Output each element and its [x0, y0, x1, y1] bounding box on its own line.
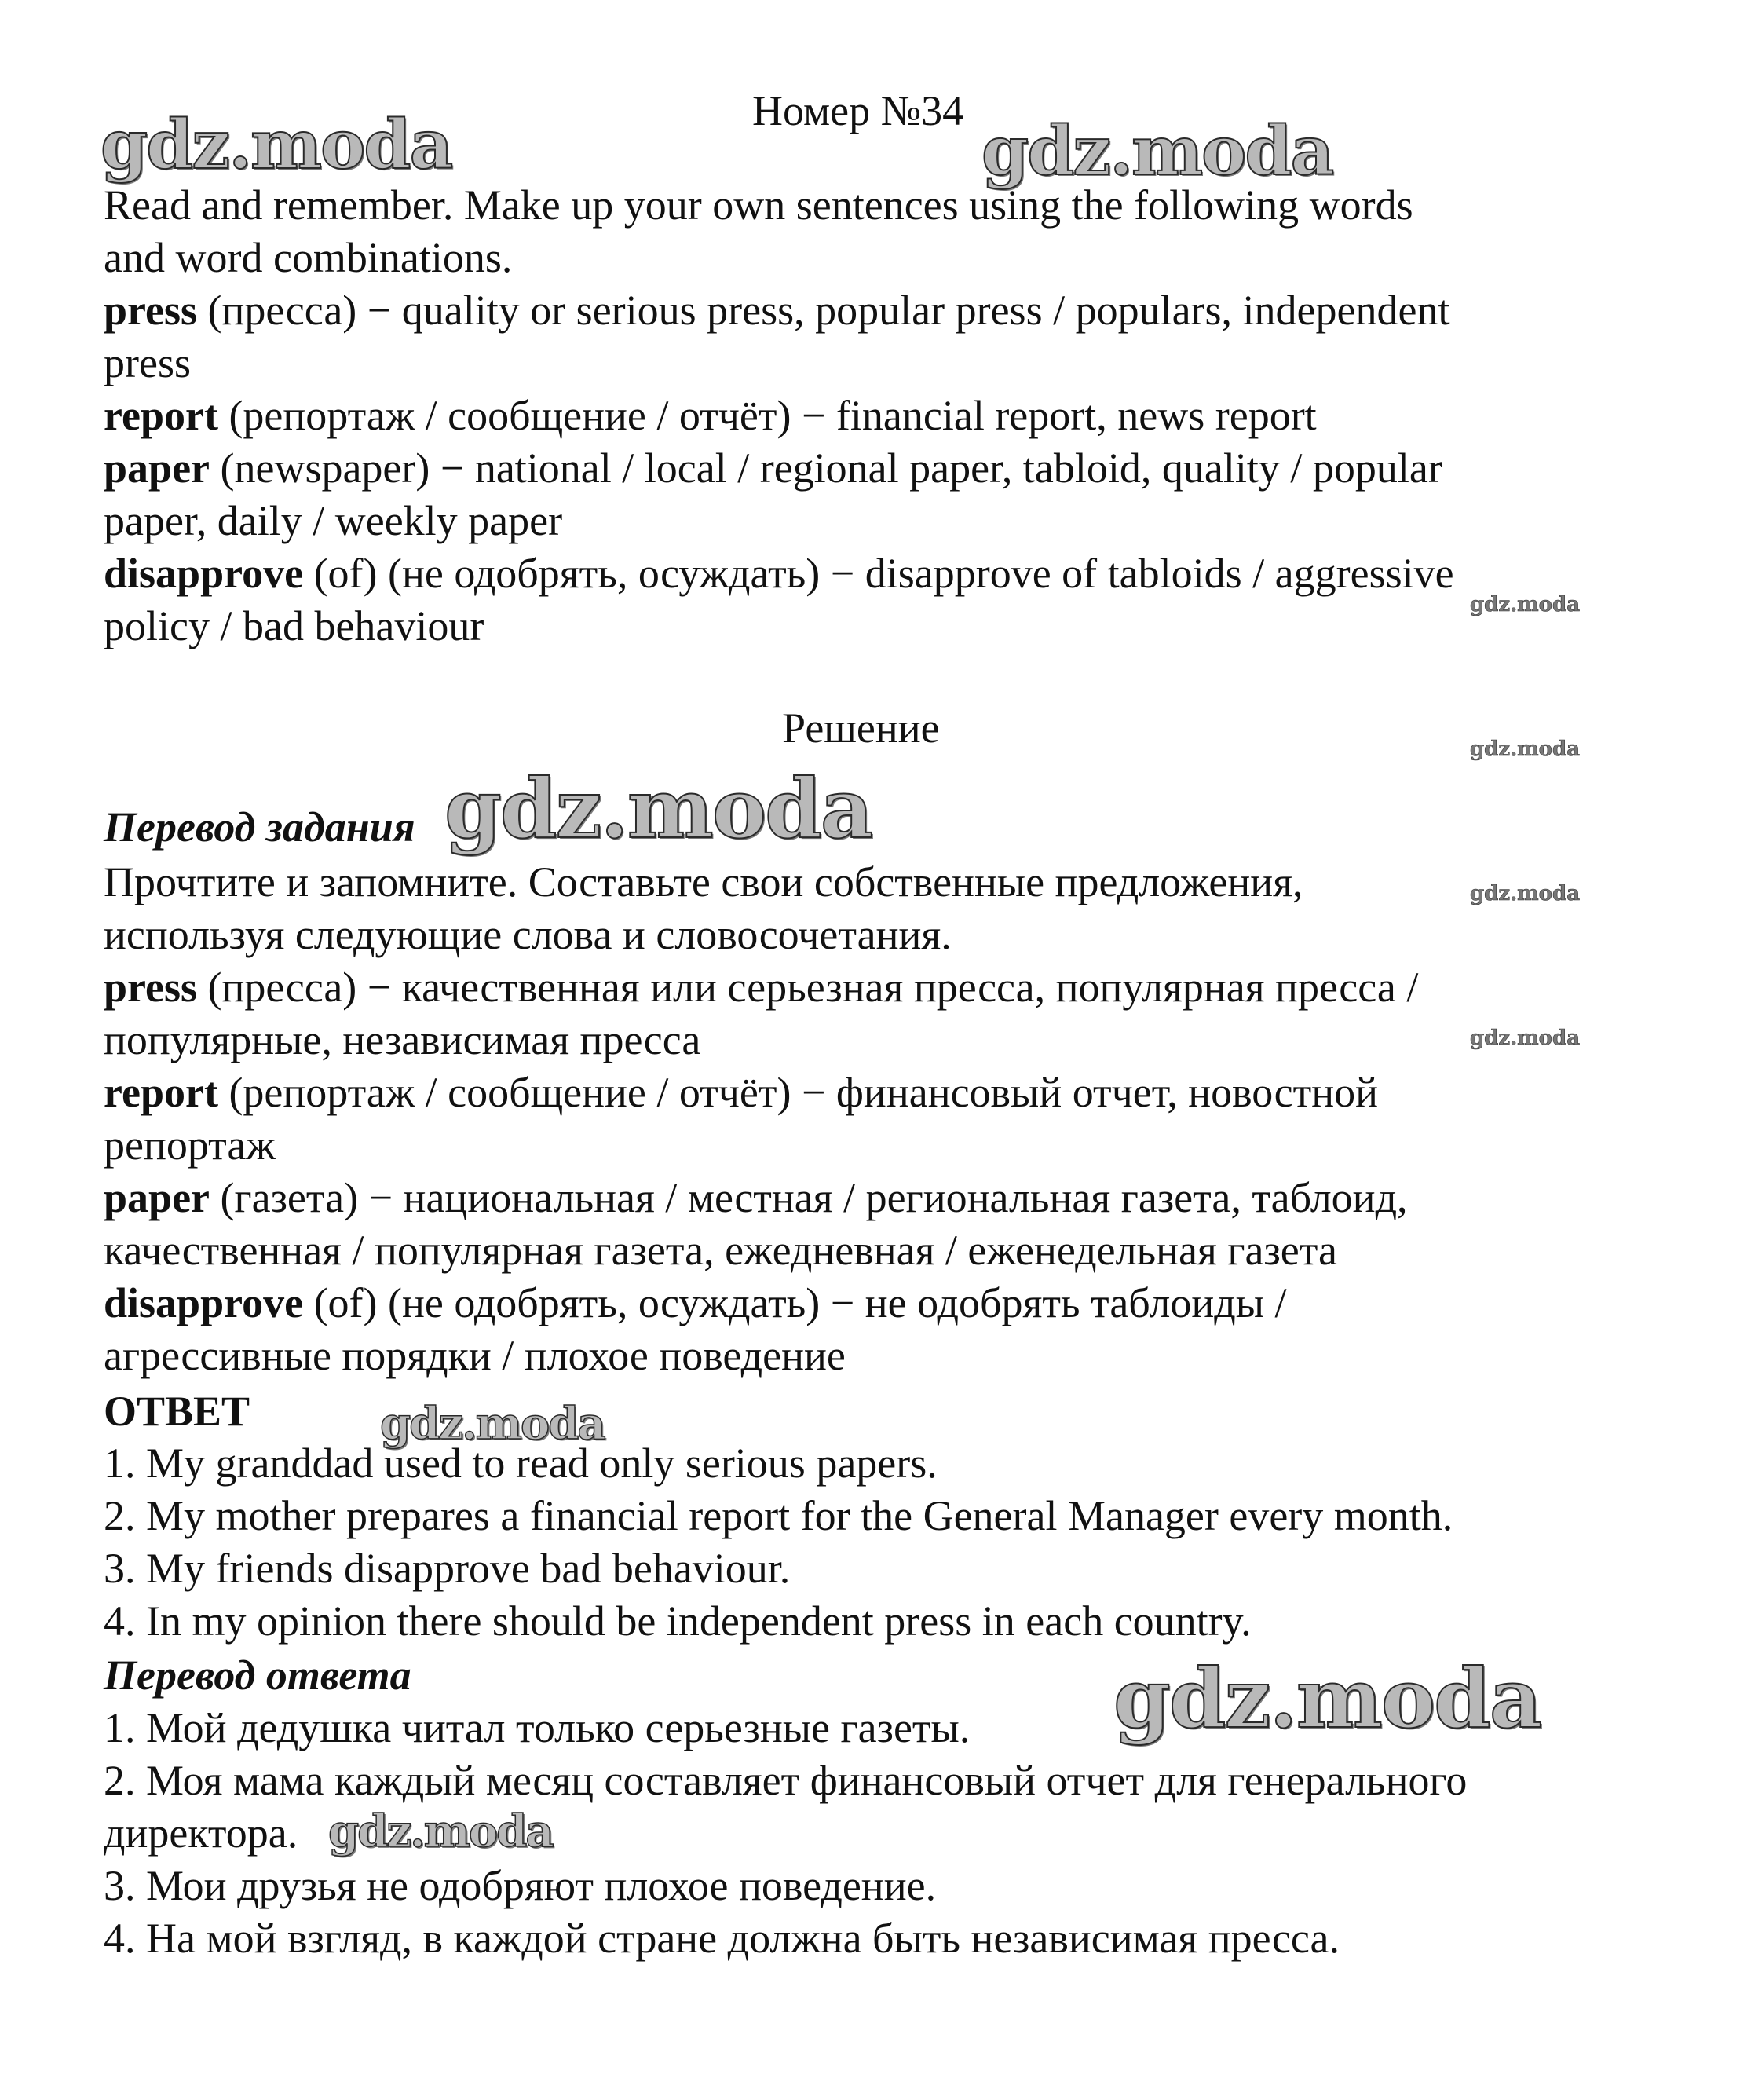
entry-definition: (газета) − национальная / местная / региональная газета, таблоид, — [210, 1174, 1408, 1221]
task-intro-line-1: Read and remember. Make up your own sentences using the following words — [104, 181, 1413, 229]
watermark-logo: gdz.moda — [380, 1398, 605, 1450]
answer-translation-item-4: 4. На мой взгляд, в каждой стране должна быть независимая пресса. — [104, 1915, 1340, 1962]
translation-entry-paper — [104, 1172, 1408, 1224]
translation-intro-line-2: используя следующие слова и словосочетания. — [104, 911, 952, 958]
page-title: Номер №34 — [752, 87, 964, 134]
entry-definition: (newspaper) − national / local / regional paper, tabloid, quality / popular — [210, 445, 1442, 492]
answer-item-4: 4. In my opinion there should be independent press in each country. — [104, 1597, 1252, 1645]
task-entry-paper-cont: paper, daily / weekly paper — [104, 497, 563, 544]
entry-definition: (пресса) − качественная или серьезная пресса, популярная пресса / — [197, 964, 1419, 1011]
task-intro-line-2: and word combinations. — [104, 234, 513, 281]
term-press: press — [104, 964, 198, 1011]
task-entry-disapprove-cont: policy / bad behaviour — [104, 602, 484, 649]
watermark-logo: gdz.moda — [1470, 737, 1581, 761]
watermark-logo: gdz.moda — [1470, 1026, 1581, 1050]
entry-definition: (of) (не одобрять, осуждать) − disapprove of tabloids / aggressive — [303, 550, 1454, 597]
answer-item-2: 2. My mother prepares a financial report for the General Manager every month. — [104, 1492, 1453, 1539]
task-entry-paper — [104, 442, 1442, 494]
entry-definition: (репортаж / сообщение / отчёт) − финансовый отчет, новостной — [217, 1069, 1379, 1116]
translation-entry-press-cont: популярные, независимая пресса — [104, 1016, 701, 1063]
term-report: report — [104, 1069, 218, 1116]
watermark-logo: gdz.moda — [328, 1805, 553, 1857]
term-disapprove: disapprove — [104, 1279, 304, 1326]
answer-heading: ОТВЕТ — [104, 1388, 250, 1435]
answer-item-1: 1. My granddad used to read only serious papers. — [104, 1440, 938, 1487]
answer-translation-item-2-cont: директора. — [104, 1809, 298, 1857]
entry-definition: (пресса) − quality or serious press, popular press / populars, independent — [197, 287, 1450, 334]
task-entry-report — [104, 390, 1317, 441]
task-entry-press-cont: press — [104, 339, 191, 386]
watermark-logo: gdz.moda — [1113, 1650, 1541, 1747]
translation-intro-line-1: Прочтите и запомните. Составьте свои собственные предложения, — [104, 858, 1303, 905]
task-entry-disapprove — [104, 547, 1454, 599]
translation-entry-disapprove — [104, 1277, 1287, 1329]
term-report: report — [104, 392, 218, 439]
answer-translation-item-2: 2. Моя мама каждый месяц составляет финансовый отчет для генерального — [104, 1757, 1468, 1804]
entry-definition: (репортаж / сообщение / отчёт) − financial report, news report — [217, 392, 1317, 439]
term-press: press — [104, 287, 198, 334]
answer-translation-heading: Перевод ответа — [104, 1652, 411, 1699]
translation-entry-disapprove-cont: агрессивные порядки / плохое поведение — [104, 1332, 846, 1379]
term-paper: paper — [104, 445, 210, 492]
watermark-logo: gdz.moda — [101, 105, 452, 185]
translation-entry-press — [104, 961, 1418, 1013]
term-disapprove: disapprove — [104, 550, 304, 597]
answer-item-3: 3. My friends disapprove bad behaviour. — [104, 1545, 791, 1592]
watermark-logo: gdz.moda — [444, 760, 872, 857]
translation-heading: Перевод задания — [104, 803, 415, 851]
watermark-logo: gdz.moda — [981, 112, 1333, 191]
watermark-logo: gdz.moda — [1470, 593, 1581, 616]
solution-title: Решение — [782, 704, 940, 752]
translation-entry-report — [104, 1066, 1378, 1118]
watermark-logo: gdz.moda — [1470, 882, 1581, 905]
translation-entry-report-cont: репортаж — [104, 1121, 276, 1169]
entry-definition: (of) (не одобрять, осуждать) − не одобрять таблоиды / — [303, 1279, 1287, 1326]
translation-entry-paper-cont: качественная / популярная газета, ежедневная / еженедельная газета — [104, 1227, 1337, 1274]
answer-translation-item-3: 3. Мои друзья не одобряют плохое поведение. — [104, 1862, 937, 1909]
task-entry-press — [104, 284, 1449, 336]
term-paper: paper — [104, 1174, 210, 1221]
answer-translation-item-1: 1. Мой дедушка читал только серьезные газеты. — [104, 1704, 971, 1751]
